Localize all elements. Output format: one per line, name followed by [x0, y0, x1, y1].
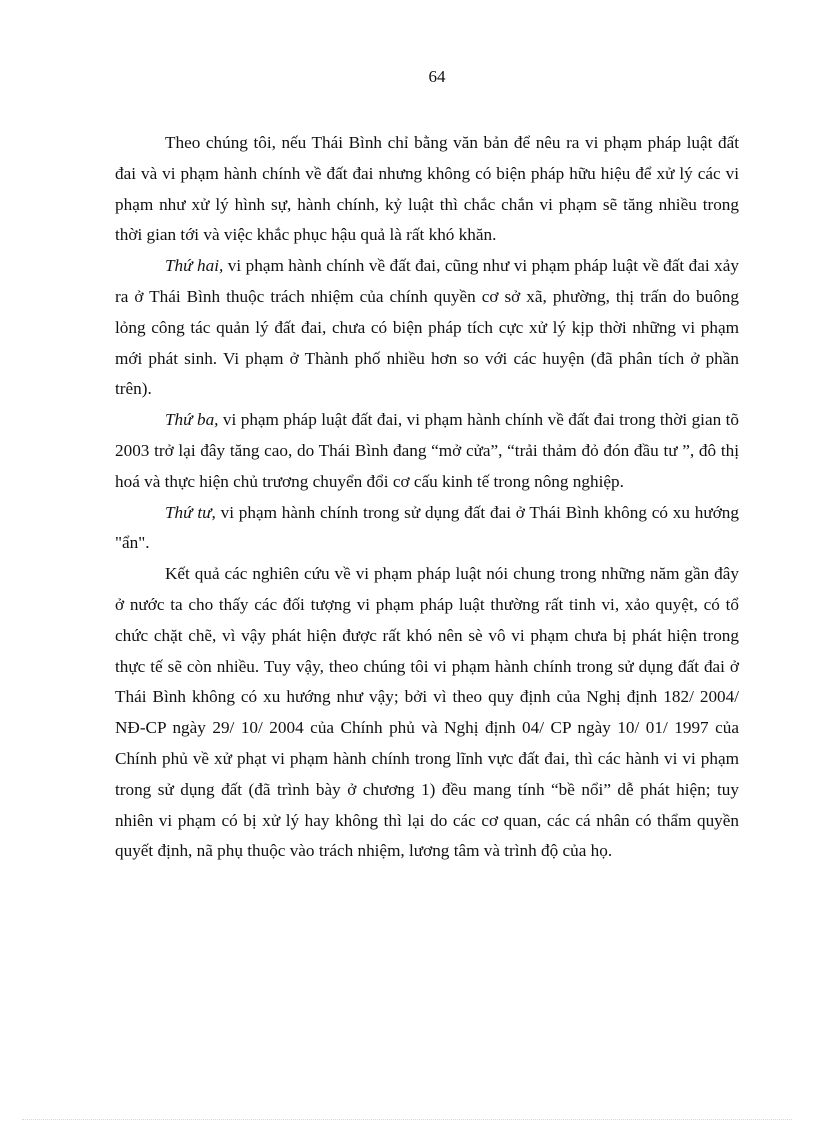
page-number: 64	[428, 67, 446, 86]
paragraph-4	[115, 498, 739, 560]
paragraph-2-text: vi phạm hành chính về đất đai, cũng như vi phạm pháp luật về đất đai xảy ra ở Thái Bình thuộc trách nhiệm của chính quyền cơ sở xã, phường, thị trấn do buông lỏng công tác quản lý đất đai, chưa có biện pháp tích cực xử lý kịp thời những vi phạm mới phát sinh. Vi phạm ở Thành phố nhiều hơn so với các huyện (đã phân tích ở phần trên).	[115, 256, 739, 399]
page-bottom-divider	[22, 1119, 792, 1120]
paragraph-5-text: Kết quả các nghiên cứu về vi phạm pháp luật nói chung trong những năm gần đây ở nước ta cho thấy các đối tượng vi phạm pháp luật thường rất tinh vi, xảo quyệt, có tổ chức chặt chẽ, vì vậy phát hiện được rất khó nên sè vô vi phạm chưa bị phát hiện trong thực tế sẽ còn nhiều. Tuy vậy, theo chúng tôi vi phạm hành chính trong sử dụng đất đai ở Thái Bình không có xu hướng như vậy; bởi vì theo quy định của Nghị định 182/ 2004/ NĐ-CP ngày 29/ 10/ 2004 của Chính phủ và Nghị định 04/ CP ngày 10/ 01/ 1997 của Chính phủ về xử phạt vi phạm hành chính trong lĩnh vực đất đai, thì các hành vi vi phạm trong sử dụng đất (đã trình bày ở chương 1) đều mang tính “bề nổi” dễ phát hiện; tuy nhiên vi phạm có bị xử lý hay không thì lại do các cơ quan, các cá nhân có thẩm quyền quyết định, nã phụ thuộc vào trách nhiệm, lương tâm và trình độ của họ.	[115, 564, 739, 861]
paragraph-5	[115, 559, 739, 867]
paragraph-2	[115, 251, 739, 405]
paragraph-4-lead: Thứ tư,	[165, 502, 216, 522]
paragraph-3-lead: Thứ ba,	[165, 410, 219, 430]
document-body	[115, 128, 739, 867]
paragraph-1-text: Theo chúng tôi, nếu Thái Bình chỉ bằng văn bản để nêu ra vi phạm pháp luật đất đai và vi phạm hành chính về đất đai nhưng không có biện pháp hữu hiệu để xử lý các vi phạm như xử lý hình sự, hành chính, kỷ luật thì chắc chắn vi phạm sẽ tăng nhiều trong thời gian tới và việc khắc phục hậu quả là rất khó khăn.	[115, 133, 739, 245]
paragraph-3	[115, 405, 739, 497]
paragraph-3-text: vi phạm pháp luật đất đai, vi phạm hành chính về đất đai trong thời gian tõ 2003 trở lại đây tăng cao, do Thái Bình đang “mở cửa”, “trải thảm đỏ đón đầu tư ”, đô thị hoá và thực hiện chủ trương chuyển đổi cơ cấu kinh tế trong nông nghiệp.	[115, 410, 739, 491]
paragraph-2-lead: Thứ hai,	[165, 256, 224, 276]
paragraph-4-text: vi phạm hành chính trong sử dụng đất đai ở Thái Bình không có xu hướng "ẩn".	[115, 502, 739, 553]
paragraph-1	[115, 128, 739, 251]
